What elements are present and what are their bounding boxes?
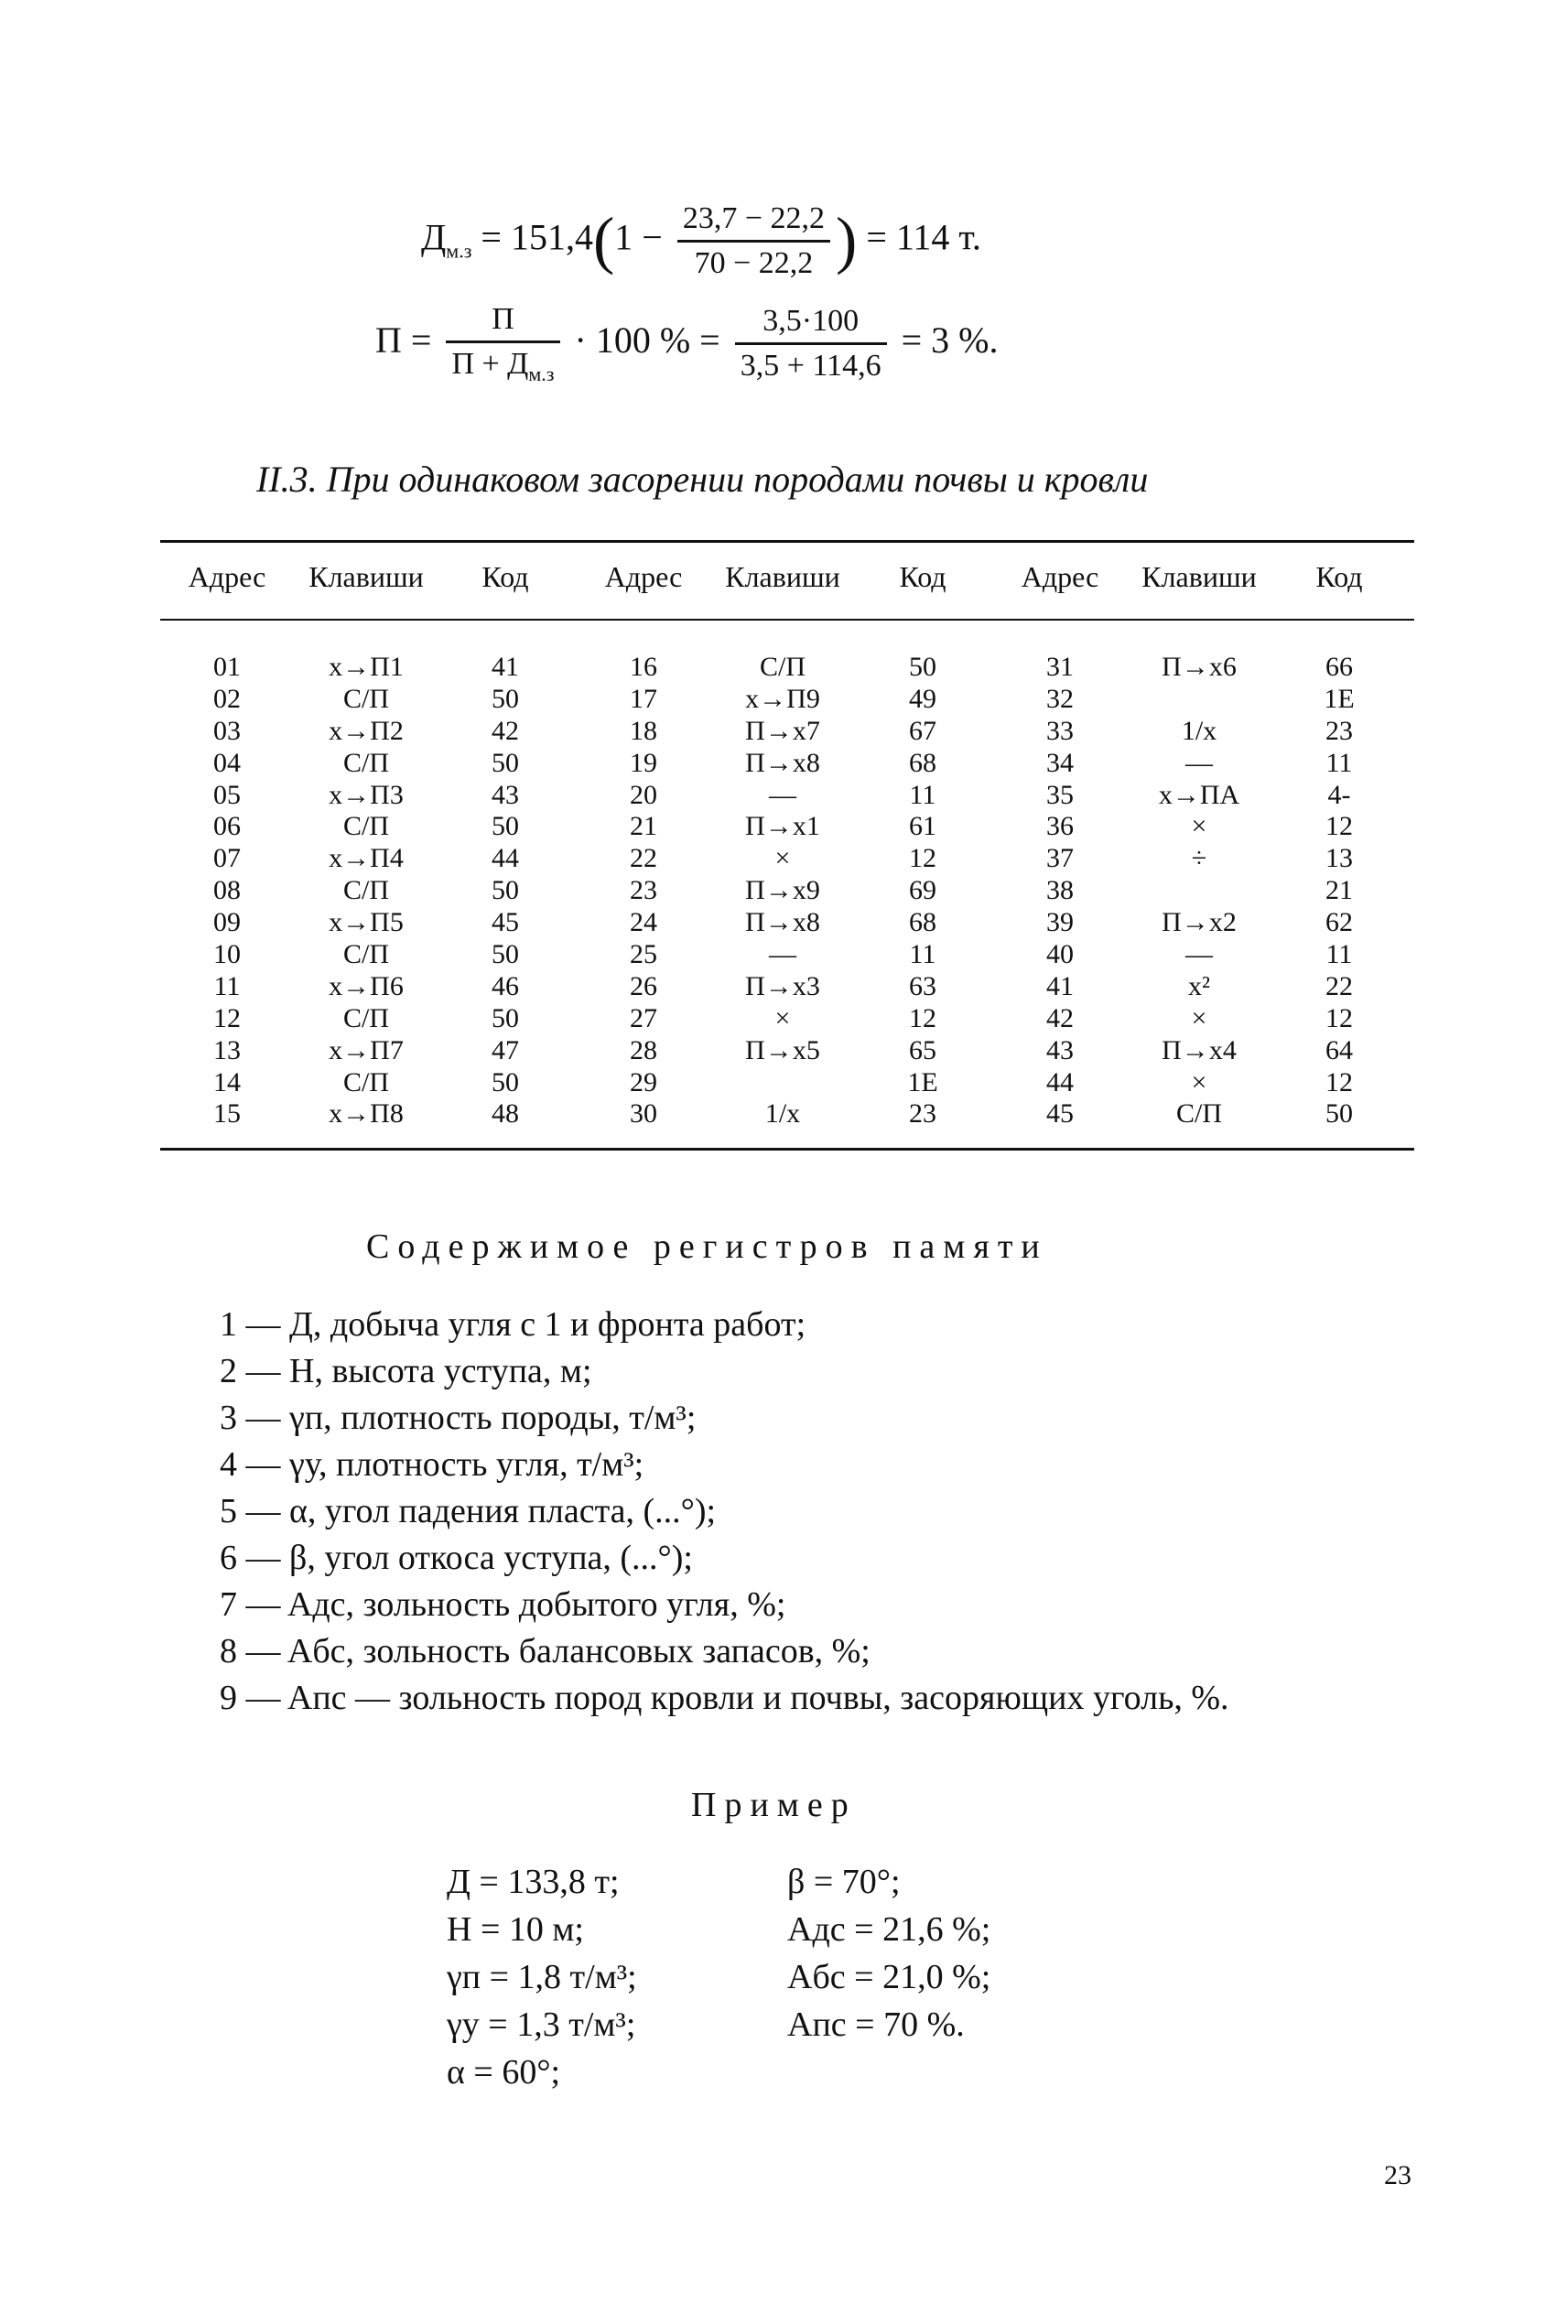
- table-cell: 11: [1325, 939, 1353, 970]
- table-cell: 12: [1325, 1002, 1353, 1033]
- table-cell: П→х3: [745, 970, 820, 1001]
- table-cell: 61: [909, 811, 936, 842]
- table-cell: 18: [630, 715, 657, 746]
- table-cell: —: [1185, 747, 1213, 778]
- table-cell: 64: [1325, 1034, 1353, 1065]
- table-cell: 48: [492, 1098, 519, 1130]
- formula-text: = 151,4: [471, 216, 593, 258]
- table-cell: 28: [630, 1034, 657, 1065]
- section-title: II.3. При одинаковом засорении породами почвы и кровли: [256, 459, 1149, 500]
- table-cell: 39: [1046, 907, 1074, 938]
- table-cell: 30: [630, 1098, 657, 1130]
- table-cell: 13: [213, 1034, 241, 1065]
- table-cell: П→х7: [745, 715, 820, 746]
- table-cell: х→П3: [329, 779, 404, 810]
- list-item: 3 — γп, плотность породы, т/м³;: [220, 1399, 697, 1437]
- fraction-numerator: 3,5·100: [735, 304, 887, 345]
- table-cell: 02: [213, 683, 241, 714]
- table-cell: 07: [213, 843, 241, 874]
- table-cell: 1/х: [764, 1098, 801, 1130]
- table-cell: 22: [1325, 970, 1353, 1001]
- table-header: Адрес: [188, 560, 266, 593]
- table-cell: 05: [213, 779, 241, 810]
- table-header: Код: [899, 560, 946, 593]
- table-cell: 34: [1046, 747, 1074, 778]
- table-cell: 21: [630, 811, 657, 842]
- formula-subscript: м.з: [446, 239, 472, 263]
- list-item: 9 — Aпс — зольность пород кровли и почвы, засоряющих уголь, %.: [220, 1679, 1229, 1717]
- table-column-code: [469, 652, 542, 1130]
- table-cell: С/П: [342, 939, 389, 970]
- table-cell: С/П: [342, 683, 389, 714]
- formula-text: Д: [421, 216, 447, 258]
- table-cell: 23: [1325, 715, 1353, 746]
- list-item: γу = 1,3 т/м³;: [447, 2005, 636, 2044]
- table-cell: 50: [492, 875, 519, 906]
- table-cell: 29: [630, 1066, 657, 1097]
- list-item: 8 — Aбс, зольность балансовых запасов, %;: [220, 1632, 871, 1670]
- table-header: Код: [1315, 560, 1363, 593]
- formula-text: 1 −: [614, 216, 672, 258]
- table-cell: П→х1: [745, 811, 820, 842]
- table-cell: 1Е: [1324, 683, 1355, 714]
- table-cell: 49: [909, 683, 936, 714]
- table-column-addr: [589, 652, 698, 1130]
- table-cell: 33: [1046, 715, 1074, 746]
- table-cell: 24: [630, 907, 657, 938]
- table-cell: 36: [1046, 811, 1074, 842]
- formula-fraction: [446, 302, 559, 386]
- table-header: Адрес: [1021, 560, 1099, 593]
- table-cell: 12: [213, 1002, 241, 1033]
- table-cell: 45: [492, 907, 519, 938]
- table-cell: 03: [213, 715, 241, 746]
- table-cell: 12: [909, 1002, 936, 1033]
- table-cell: ×: [1191, 1002, 1207, 1033]
- table-cell: 17: [630, 683, 657, 714]
- table-cell: П→х8: [745, 907, 820, 938]
- table-cell: [1130, 875, 1268, 907]
- table-cell: 14: [213, 1066, 241, 1097]
- table-cell: 1/х: [1181, 715, 1217, 746]
- table-cell: 26: [630, 970, 657, 1001]
- table-cell: 44: [1046, 1066, 1074, 1097]
- table-cell: 1Е: [907, 1066, 938, 1097]
- table-cell: 50: [492, 811, 519, 842]
- table-cell: 4-: [1327, 779, 1351, 810]
- fraction-denominator: 3,5 + 114,6: [740, 349, 881, 384]
- formula-result: = 3 %.: [892, 319, 999, 362]
- table-cell: С/П: [342, 1066, 389, 1097]
- table-cell: х→П2: [329, 715, 404, 746]
- example-right-list: [787, 1858, 990, 2048]
- table-cell: 12: [909, 843, 936, 874]
- table-cell: С/П: [342, 811, 389, 842]
- table-cell: ÷: [1191, 843, 1207, 874]
- table-cell: 66: [1325, 652, 1353, 682]
- example-title: Пример: [691, 1786, 857, 1824]
- table-cell: П→х5: [745, 1034, 820, 1065]
- table-cell: 45: [1046, 1098, 1074, 1130]
- table-cell: х→ПА: [1158, 779, 1240, 810]
- table-cell: 04: [213, 747, 241, 778]
- formula-fraction: [735, 304, 887, 384]
- table-cell: 11: [909, 779, 936, 810]
- table-cell: 44: [492, 843, 519, 874]
- fraction-denominator: 70 − 22,2: [694, 246, 814, 280]
- table-cell: —: [769, 779, 796, 810]
- table-cell: 67: [909, 715, 936, 746]
- list-item: β = 70°;: [787, 1863, 901, 1901]
- list-item: 1 — Д, добыча угля с 1 и фронта работ;: [220, 1305, 806, 1344]
- table-cell: 50: [1325, 1098, 1353, 1130]
- table-cell: 32: [1046, 683, 1074, 714]
- table-cell: 43: [492, 779, 519, 810]
- fraction-denominator: [446, 343, 559, 386]
- registers-list: [220, 1302, 1229, 1722]
- table-header: Клавиши: [308, 560, 424, 593]
- table-cell: С/П: [1175, 1098, 1222, 1130]
- fraction-denominator-text: П + Д: [451, 347, 529, 381]
- page-number: 23: [1384, 2160, 1411, 2190]
- formula-result: = 114 т.: [857, 216, 981, 258]
- table-cell: х→П1: [329, 652, 404, 682]
- table-cell: 46: [492, 970, 519, 1001]
- table-cell: 16: [630, 652, 657, 682]
- table-cell: 63: [909, 970, 936, 1001]
- table-cell: 68: [909, 907, 936, 938]
- table-header: Код: [481, 560, 529, 593]
- table-cell: С/П: [342, 875, 389, 906]
- list-item: 7 — Aдс, зольность добытого угля, %;: [220, 1585, 786, 1624]
- table-cell: х→П5: [329, 907, 404, 938]
- table-cell: 35: [1046, 779, 1074, 810]
- table-column-addr: [1005, 652, 1115, 1130]
- formula-subscript: м.з: [528, 362, 555, 385]
- table-cell: 50: [492, 1002, 519, 1033]
- table-cell: 50: [492, 747, 519, 778]
- table-cell: 12: [1325, 1066, 1353, 1097]
- table-cell: 50: [492, 939, 519, 970]
- table-cell: 23: [630, 875, 657, 906]
- table-cell: 15: [213, 1098, 241, 1130]
- list-item: Aпс = 70 %.: [787, 2005, 965, 2044]
- list-item: 5 — α, угол падения пласта, (...°);: [220, 1492, 717, 1530]
- table-cell: 11: [1325, 747, 1353, 778]
- table-header: Клавиши: [1141, 560, 1257, 593]
- table-cell: х→П8: [329, 1098, 404, 1130]
- table-top-rule: [160, 540, 1414, 543]
- table-cell: ×: [774, 843, 791, 874]
- list-item: 2 — H, высота уступа, м;: [220, 1352, 592, 1390]
- list-item: H = 10 м;: [447, 1910, 584, 1949]
- example-left-list: [447, 1858, 637, 2096]
- table-cell: 65: [909, 1034, 936, 1065]
- table-cell: 40: [1046, 939, 1074, 970]
- list-item: Д = 133,8 т;: [447, 1863, 620, 1901]
- table-cell: 68: [909, 747, 936, 778]
- list-item: Aдс = 21,6 %;: [787, 1910, 991, 1949]
- table-cell: —: [1185, 939, 1213, 970]
- list-item: 6 — β, угол откоса уступа, (...°);: [220, 1539, 693, 1577]
- list-item: γп = 1,8 т/м³;: [447, 1958, 637, 1996]
- table-cell: 12: [1325, 811, 1353, 842]
- list-item: α = 60°;: [447, 2053, 561, 2092]
- table-cell: ×: [774, 1002, 791, 1033]
- formula-paren: ): [836, 205, 858, 276]
- table-cell: 11: [213, 970, 241, 1001]
- table-cell: х→П4: [329, 843, 404, 874]
- formula-text: П =: [375, 319, 441, 362]
- list-item: 4 — γу, плотность угля, т/м³;: [220, 1445, 644, 1484]
- table-cell: П→х6: [1162, 652, 1237, 682]
- list-item: Aбс = 21,0 %;: [787, 1958, 991, 1996]
- table-cell: С/П: [342, 1002, 389, 1033]
- table-cell: 08: [213, 875, 241, 906]
- table-cell: 47: [492, 1034, 519, 1065]
- table-cell: С/П: [759, 652, 806, 682]
- table-cell: 06: [213, 811, 241, 842]
- table-cell: 23: [909, 1098, 936, 1130]
- table-cell: 21: [1325, 875, 1353, 906]
- table-cell: х→П7: [329, 1034, 404, 1065]
- table-cell: 41: [492, 652, 519, 682]
- table-column-code: [1303, 652, 1376, 1130]
- table-column-keys: [714, 652, 851, 1130]
- table-cell: П→х2: [1162, 907, 1237, 938]
- formula-text: · 100 % =: [565, 319, 730, 362]
- table-cell: 42: [492, 715, 519, 746]
- table-cell: 69: [909, 875, 936, 906]
- table-cell: 37: [1046, 843, 1074, 874]
- table-cell: 19: [630, 747, 657, 778]
- table-cell: 62: [1325, 907, 1353, 938]
- registers-title: Содержимое регистров памяти: [366, 1227, 1048, 1266]
- table-cell: С/П: [342, 747, 389, 778]
- table-cell: 31: [1046, 652, 1074, 682]
- table-cell: П→х8: [745, 747, 820, 778]
- table-cell: 01: [213, 652, 241, 682]
- table-cell: 09: [213, 907, 241, 938]
- table-cell: 41: [1046, 970, 1074, 1001]
- table-cell: 50: [492, 1066, 519, 1097]
- table-header: Клавиши: [725, 560, 840, 593]
- table-cell: 42: [1046, 1002, 1074, 1033]
- table-cell: 22: [630, 843, 657, 874]
- table-cell: 27: [630, 1002, 657, 1033]
- table-cell: [714, 1067, 851, 1099]
- table-header: Адрес: [604, 560, 683, 593]
- table-column-keys: [297, 652, 435, 1130]
- table-column-keys: [1130, 652, 1268, 1130]
- table-cell: П→х9: [745, 875, 820, 906]
- fraction-numerator: 23,7 − 22,2: [677, 201, 830, 243]
- table-cell: 38: [1046, 875, 1074, 906]
- formula-dmz: [421, 201, 981, 281]
- table-bottom-rule: [160, 1148, 1414, 1151]
- table-cell: х²: [1188, 970, 1210, 1001]
- table-cell: х→П6: [329, 970, 404, 1001]
- table-cell: —: [769, 939, 796, 970]
- table-cell: [1130, 684, 1268, 716]
- table-cell: х→П9: [745, 683, 820, 714]
- formula-paren: (: [592, 205, 615, 276]
- table-cell: ×: [1191, 1066, 1207, 1097]
- table-cell: 50: [492, 683, 519, 714]
- formula-p: [375, 302, 999, 386]
- table-cell: 10: [213, 939, 241, 970]
- formula-fraction: [677, 201, 830, 281]
- table-cell: 50: [909, 652, 936, 682]
- table-header-rule: [160, 619, 1414, 621]
- fraction-numerator: П: [446, 302, 559, 343]
- table-cell: ×: [1191, 811, 1207, 842]
- table-cell: 43: [1046, 1034, 1074, 1065]
- table-cell: 13: [1325, 843, 1353, 874]
- table-column-addr: [172, 652, 282, 1130]
- table-cell: 25: [630, 939, 657, 970]
- table-column-code: [886, 652, 959, 1130]
- table-cell: 20: [630, 779, 657, 810]
- table-cell: 11: [909, 939, 936, 970]
- table-cell: П→х4: [1162, 1034, 1237, 1065]
